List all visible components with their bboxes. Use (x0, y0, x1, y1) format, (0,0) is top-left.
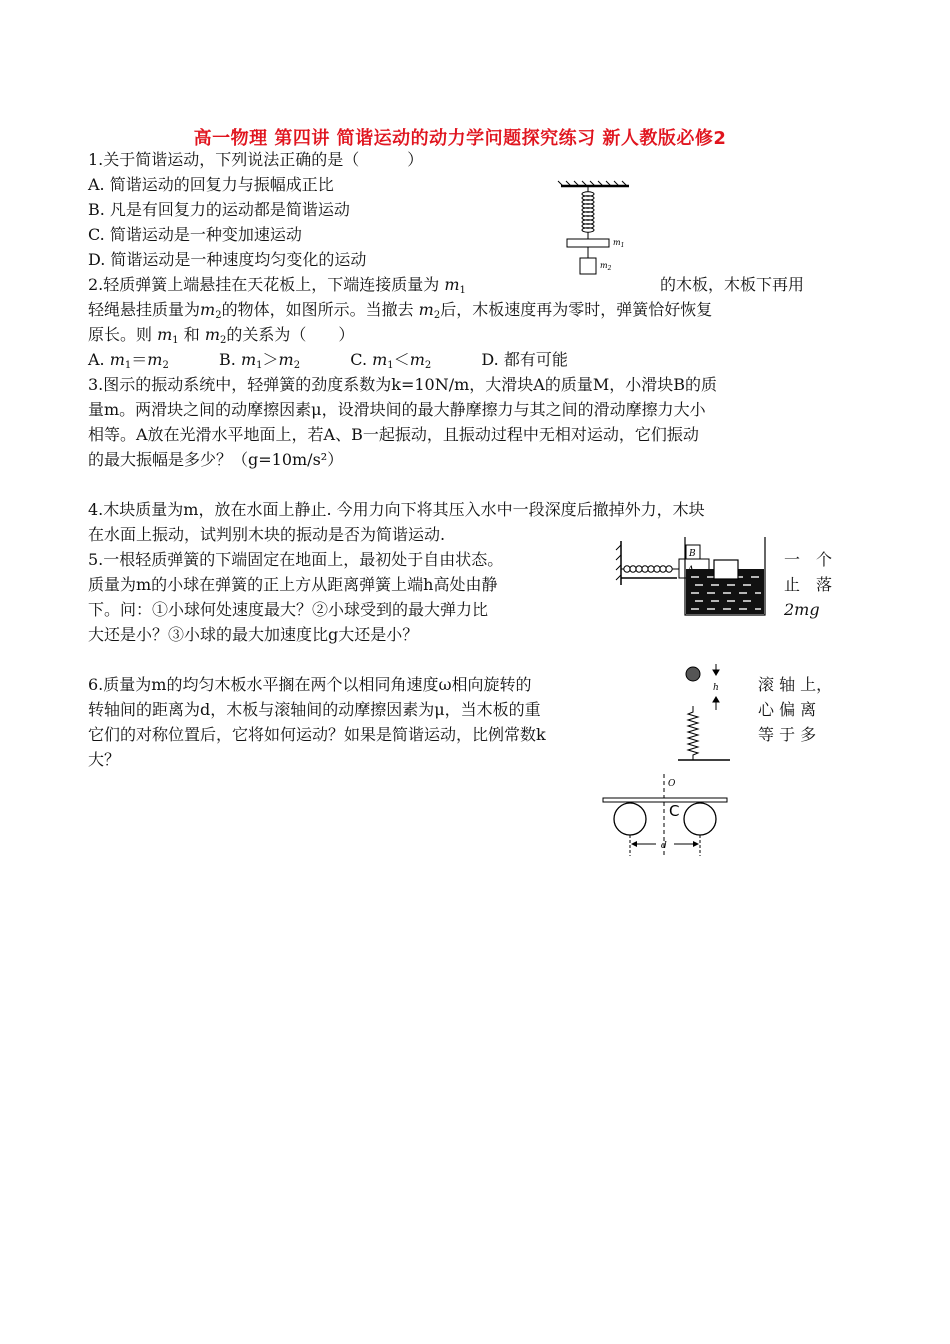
spring-blocks-beaker-figure (615, 533, 780, 621)
left-roller (614, 803, 646, 835)
q5-line1-right: 一 个 (784, 550, 833, 569)
q2-line1-right: 的木板，木板下再用 (660, 275, 805, 294)
q6-line4: 大？ (88, 750, 121, 769)
q2-line2: 轻绳悬挂质量为$m_2$的物体，如图所示。当撤去 $m_2$后，木板速度再为零时，弹簧恰好恢复 (88, 300, 713, 321)
svg-text:C: C (669, 802, 680, 820)
ball (686, 667, 700, 681)
q5-line2: 质量为m的小球在弹簧的正上方从距离弹簧上端h高处由静 (88, 575, 498, 594)
q4-line2: 在水面上振动，试判别木块的振动是否为简谐运动. (88, 525, 446, 544)
q3-line3: 相等。A放在光滑水平地面上，若A、B一起振动，且振动过程中无相对运动，它们振动 (88, 425, 699, 444)
q5-line2-right: 止 落 (784, 575, 833, 594)
floating-block (714, 560, 738, 579)
svg-text:O: O (668, 779, 676, 789)
page-title: 高一物理 第四讲 简谐运动的动力学问题探究练习 新人教版必修2 (193, 128, 727, 149)
svg-text:d: d (661, 841, 667, 851)
q6-line3-right: 等 于 多 (758, 725, 817, 744)
q5-line3-right: 2mg (784, 600, 820, 619)
q6-line2: 转轴间的距离为d，木板与滚轴间的动摩擦因素为μ，当木板的重 (88, 700, 541, 719)
hanging-spring-figure (555, 180, 635, 280)
wooden-board (603, 798, 727, 802)
q2-line3: 原长。则 $m_1$ 和 $m_2$的关系为（ ） (88, 325, 355, 346)
q3-line1: 3.图示的振动系统中，轻弹簧的劲度系数为k=10N/m，大滑块A的质量M，小滑块B的质 (88, 375, 717, 394)
q1-stem: 1.关于简谐运动，下列说法正确的是（ ） (88, 150, 424, 169)
board-m1 (567, 239, 609, 247)
svg-text:B: B (689, 549, 696, 559)
q5-line4: 大还是小？③小球的最大加速度比g大还是小？ (88, 625, 419, 644)
q1-option-b: B. 凡是有回复力的运动都是简谐运动 (88, 200, 350, 219)
svg-text:m2: $m_2$ (600, 261, 612, 272)
q2-option-b: B. $m_1>m_2$ (219, 350, 301, 371)
q6-line2-right: 心 偏 离 (758, 700, 817, 719)
q2-line1: 2.轻质弹簧上端悬挂在天花板上，下端连接质量为 $m_1$ (88, 275, 466, 296)
q2-option-a: A. $m_1=m_2$ (88, 350, 169, 371)
ball-spring-figure (672, 660, 742, 768)
q3-line2: 量m。两滑块之间的动摩擦因素μ，设滑块间的最大静摩擦力与其之间的滑动摩擦力大小 (88, 400, 706, 419)
right-roller (684, 803, 716, 835)
block-m2 (580, 258, 596, 274)
q5-line1: 5.一根轻质弹簧的下端固定在地面上，最初处于自由状态。 (88, 550, 504, 569)
q2-option-d: D. 都有可能 (481, 350, 568, 369)
q2-option-c: C. $m_1<m_2$ (350, 350, 432, 371)
q2-options (88, 349, 568, 377)
q1-option-a: A. 简谐运动的回复力与振幅成正比 (88, 175, 334, 194)
q4-line1: 4.木块质量为m，放在水面上静止. 今用力向下将其压入水中一段深度后撤掉外力，木块 (88, 500, 705, 519)
q6-line1-right: 滚 轴 上， (758, 675, 833, 694)
q1-option-d: D. 简谐运动是一种速度均匀变化的运动 (88, 250, 367, 269)
q3-line4: 的最大振幅是多少？（g=10m/s²） (88, 450, 344, 469)
q6-line3: 它们的对称位置后，它将如何运动？如果是简谐运动，比例常数k (88, 725, 546, 744)
board-rollers-figure (598, 772, 733, 858)
q5-line3: 下。问：①小球何处速度最大？②小球受到的最大弹力比 (88, 600, 489, 619)
svg-text:m1: $m_1$ (613, 238, 625, 249)
q6-line1: 6.质量为m的均匀木板水平搁在两个以相同角速度ω相向旋转的 (88, 675, 532, 694)
q1-option-c: C. 简谐运动是一种变加速运动 (88, 225, 302, 244)
svg-text:h: h (713, 683, 719, 693)
